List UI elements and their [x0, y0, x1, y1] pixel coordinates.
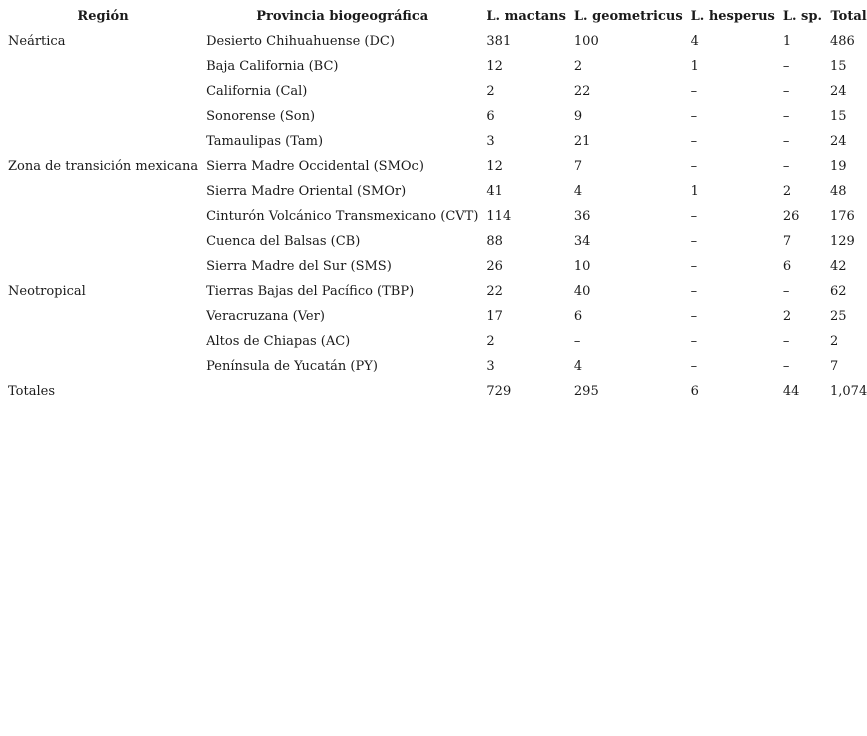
cell-l-hesperus: –: [690, 209, 698, 224]
cell-l-mactans: 41: [486, 184, 503, 199]
cell-province: Sierra Madre Occidental (SMOc): [206, 159, 424, 174]
cell-l-sp: 7: [782, 234, 792, 249]
header-l-sp: L. sp.: [782, 9, 822, 24]
cell-province: Cuenca del Balsas (CB): [206, 234, 361, 249]
cell-l-sp: –: [782, 109, 790, 124]
cell-l-hesperus: 1: [690, 59, 699, 74]
table-row: [4, 254, 867, 279]
cell-l-sp: –: [782, 359, 790, 374]
cell-l-geometricus: 34: [573, 234, 591, 249]
cell-l-geometricus: 4: [573, 184, 583, 199]
header-province: Provincia biogeográfica: [256, 9, 429, 24]
cell-l-hesperus: –: [690, 159, 698, 174]
cell-l-hesperus: –: [690, 109, 698, 124]
cell-l-mactans: 729: [486, 384, 512, 399]
cell-l-mactans: 2: [486, 334, 495, 349]
cell-l-sp: –: [782, 84, 790, 99]
cell-l-hesperus: –: [690, 309, 698, 324]
cell-l-hesperus: –: [690, 134, 698, 149]
cell-l-hesperus: –: [690, 359, 698, 374]
cell-total: 48: [830, 184, 847, 199]
cell-province: Sierra Madre Oriental (SMOr): [206, 184, 407, 199]
cell-l-mactans: 114: [486, 209, 512, 224]
cell-total: 7: [830, 359, 839, 374]
cell-total: 1,074: [830, 384, 867, 399]
cell-region: Neotropical: [8, 284, 86, 299]
cell-l-sp: –: [782, 159, 790, 174]
cell-total: 129: [830, 234, 855, 249]
cell-l-sp: 2: [782, 184, 792, 199]
cell-l-mactans: 6: [486, 109, 495, 124]
cell-total: 25: [830, 309, 847, 324]
cell-total: 24: [830, 134, 847, 149]
cell-l-sp: 2: [782, 309, 792, 324]
cell-l-geometricus: 7: [573, 159, 583, 174]
cell-province: Sonorense (Son): [206, 109, 316, 124]
header-l-hesperus: L. hesperus: [690, 9, 775, 24]
cell-l-geometricus: 2: [573, 59, 583, 74]
table-row: [4, 154, 867, 179]
cell-l-sp: 26: [782, 209, 800, 224]
data-table: [4, 5, 867, 404]
cell-province: Desierto Chihuahuense (DC): [206, 34, 395, 49]
header-l-geometricus: L. geometricus: [573, 9, 683, 24]
cell-l-hesperus: –: [690, 284, 698, 299]
cell-region: [4, 329, 202, 354]
header-region: Región: [77, 9, 129, 24]
cell-l-mactans: 3: [486, 134, 495, 149]
totals-row: [4, 379, 867, 404]
table-row: [4, 79, 867, 104]
table-row: [4, 329, 867, 354]
cell-region: Totales: [8, 384, 55, 399]
cell-l-hesperus: 1: [690, 184, 699, 199]
cell-l-hesperus: –: [690, 334, 698, 349]
cell-total: 2: [830, 334, 839, 349]
cell-region: [4, 54, 202, 79]
cell-l-geometricus: 40: [573, 284, 591, 299]
cell-l-hesperus: –: [690, 259, 698, 274]
table-row: [4, 304, 867, 329]
cell-l-sp: –: [782, 59, 790, 74]
cell-l-geometricus: –: [573, 334, 581, 349]
cell-l-geometricus: 100: [573, 34, 599, 49]
table-row: [4, 354, 867, 379]
cell-province: Sierra Madre del Sur (SMS): [206, 259, 392, 274]
table-row: [4, 104, 867, 129]
cell-l-geometricus: 22: [573, 84, 591, 99]
cell-l-geometricus: 4: [573, 359, 583, 374]
cell-l-hesperus: –: [690, 84, 698, 99]
table-row: [4, 204, 867, 229]
cell-province: California (Cal): [206, 84, 308, 99]
header-l-mactans: L. mactans: [486, 9, 566, 24]
cell-province: Tierras Bajas del Pacífico (TBP): [206, 284, 415, 299]
cell-province: Altos de Chiapas (AC): [206, 334, 351, 349]
cell-total: 24: [830, 84, 847, 99]
table-row: [4, 279, 867, 304]
cell-total: 19: [830, 159, 847, 174]
cell-province: Cinturón Volcánico Transmexicano (CVT): [206, 209, 479, 224]
cell-l-geometricus: 295: [573, 384, 599, 399]
table-row: [4, 54, 867, 79]
cell-l-hesperus: 6: [690, 384, 699, 399]
cell-region: [4, 304, 202, 329]
cell-region: [4, 254, 202, 279]
header-row: [4, 5, 867, 29]
cell-total: 62: [830, 284, 847, 299]
cell-l-mactans: 22: [486, 284, 503, 299]
table-row: [4, 29, 867, 54]
cell-province: Península de Yucatán (PY): [206, 359, 378, 374]
cell-l-mactans: 17: [486, 309, 503, 324]
cell-l-geometricus: 6: [573, 309, 583, 324]
cell-region: [4, 179, 202, 204]
header-total: Total: [830, 9, 867, 24]
cell-region: Neártica: [8, 34, 66, 49]
cell-l-geometricus: 36: [573, 209, 591, 224]
cell-province: [202, 379, 482, 404]
cell-l-sp: –: [782, 134, 790, 149]
cell-total: 486: [830, 34, 855, 49]
cell-region: [4, 229, 202, 254]
cell-l-sp: 6: [782, 259, 792, 274]
table-body: [4, 29, 867, 404]
cell-province: Baja California (BC): [206, 59, 339, 74]
cell-l-sp: –: [782, 334, 790, 349]
cell-l-geometricus: 9: [573, 109, 583, 124]
cell-region: [4, 79, 202, 104]
cell-l-sp: 44: [782, 384, 800, 399]
cell-l-geometricus: 10: [573, 259, 591, 274]
table-row: [4, 229, 867, 254]
cell-l-sp: 1: [782, 34, 792, 49]
cell-l-mactans: 3: [486, 359, 495, 374]
cell-l-hesperus: 4: [690, 34, 699, 49]
cell-region: [4, 204, 202, 229]
cell-l-mactans: 12: [486, 159, 503, 174]
cell-province: Tamaulipas (Tam): [206, 134, 324, 149]
cell-total: 176: [830, 209, 855, 224]
table-row: [4, 129, 867, 154]
table-row: [4, 179, 867, 204]
cell-region: [4, 104, 202, 129]
cell-l-geometricus: 21: [573, 134, 591, 149]
cell-l-mactans: 12: [486, 59, 503, 74]
cell-total: 15: [830, 109, 847, 124]
cell-region: Zona de transición mexicana: [8, 159, 199, 174]
cell-total: 42: [830, 259, 847, 274]
cell-province: Veracruzana (Ver): [206, 309, 325, 324]
cell-l-hesperus: –: [690, 234, 698, 249]
cell-l-mactans: 26: [486, 259, 503, 274]
cell-l-mactans: 381: [486, 34, 512, 49]
cell-l-sp: –: [782, 284, 790, 299]
cell-region: [4, 129, 202, 154]
cell-l-mactans: 88: [486, 234, 503, 249]
cell-l-mactans: 2: [486, 84, 495, 99]
cell-region: [4, 354, 202, 379]
cell-total: 15: [830, 59, 847, 74]
